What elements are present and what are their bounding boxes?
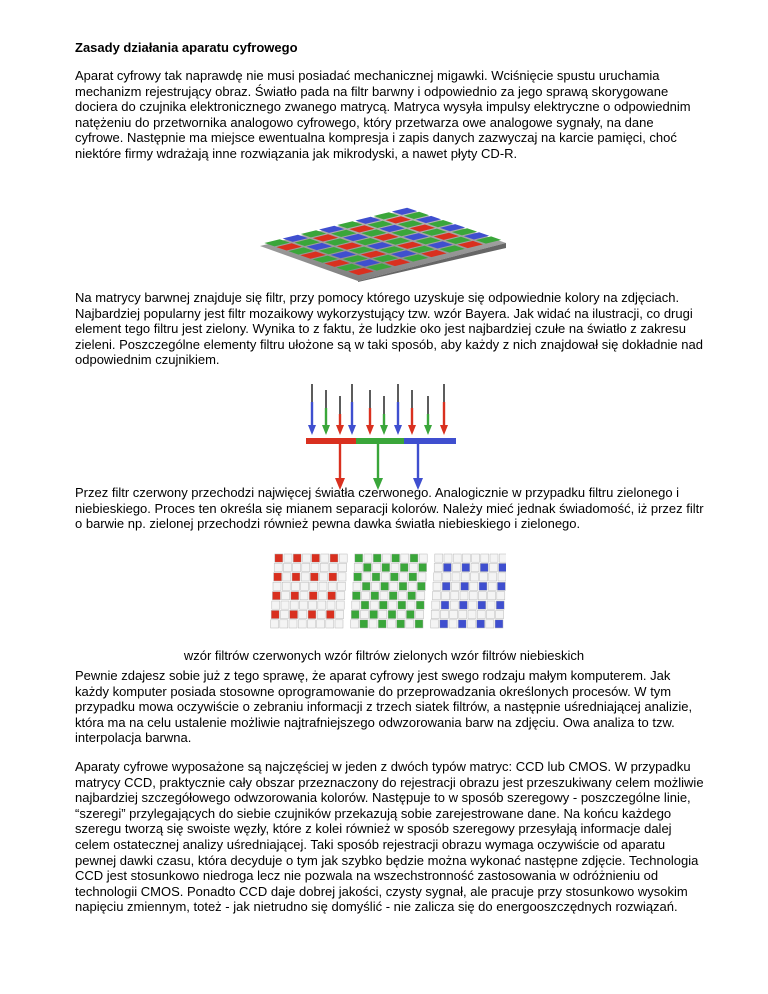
filter-cell — [398, 592, 406, 600]
filter-cell — [301, 573, 309, 581]
filter-cell — [299, 601, 307, 609]
filter-cell — [362, 592, 370, 600]
filter-cell — [320, 573, 328, 581]
filter-cell — [336, 610, 344, 618]
filter-cell — [419, 563, 427, 571]
filter-cell — [281, 601, 289, 609]
filter-cell — [309, 601, 317, 609]
blue-filter-grid — [431, 554, 506, 628]
paragraph-intro: Aparat cyfrowy tak naprawdę nie musi posiadać mechanicznej migawki. Wciśnięcie spustu uruchamia mechanizm rejestrujący obraz. Światło pada na filtr barwny i odpowiednio za jego sprawą skorygowane dociera do czujnika elektronicznego zwanego matrycą. Matryca wysyła impulsy elektryczne o odpowiednim natężeniu do przetwornika analogowo cyfrowego, który przetwarza owe analogowe sygnały, na dane cyfrowe. Następnie ma miejsce ewentualna kompresja i zapis danych zazwyczaj na karcie pamięci, choć niektóre firmy wdrażają inne rozwiązania jak mikrodyski, a nawet płyty CD-R. — [75, 68, 691, 161]
filter-cell — [298, 620, 306, 628]
filter-cell — [417, 582, 425, 590]
paragraph-separation: Przez filtr czerwony przechodzi najwięcej światła czerwonego. Analogicznie w przypadku filtru zielonego i niebieskiego. Proces ten określa się mianem separacji kolorów. Należy mieć jednak świadomość, iż przez filtr o barwie np. zielonej przechodzi również pewna dawka światła niebieskiego i zielonego. — [75, 485, 704, 532]
filter-cell — [380, 592, 388, 600]
filter-cell — [291, 592, 299, 600]
filter-cell — [378, 620, 386, 628]
filter-cell — [320, 563, 328, 571]
filter-cell — [409, 573, 417, 581]
filter-cell — [477, 620, 485, 628]
filter-cell — [360, 610, 368, 618]
filter-cell — [309, 592, 317, 600]
filter-cell — [318, 601, 326, 609]
filter-cell — [381, 582, 389, 590]
filter-cell — [489, 573, 497, 581]
filter-cell — [301, 582, 309, 590]
filter-cell — [352, 601, 360, 609]
filter-cell — [302, 554, 310, 562]
filter-cell — [487, 601, 495, 609]
filter-cell — [398, 601, 406, 609]
filter-cell — [462, 563, 470, 571]
filter-cell — [472, 554, 480, 562]
filter-cell — [328, 582, 336, 590]
arrow-head — [394, 425, 402, 435]
filter-cell — [479, 582, 487, 590]
filter-cell — [337, 582, 345, 590]
filter-cell — [418, 573, 426, 581]
filter-cell — [496, 610, 504, 618]
arrow-head — [322, 425, 330, 435]
arrow-head — [380, 425, 388, 435]
filter-cell — [471, 563, 479, 571]
filter-cell — [390, 573, 398, 581]
filter-cell — [317, 620, 325, 628]
filter-cell — [415, 620, 423, 628]
filter-cell — [370, 610, 378, 618]
filter-cell — [431, 610, 439, 618]
filter-cell — [274, 563, 282, 571]
filter-cell — [416, 601, 424, 609]
arrow-head — [366, 425, 374, 435]
filter-cell — [470, 573, 478, 581]
filter-cell — [280, 610, 288, 618]
filter-cell — [272, 601, 280, 609]
filter-cell — [293, 554, 301, 562]
filter-cell — [351, 620, 359, 628]
filter-cell — [442, 582, 450, 590]
filter-cell — [292, 573, 300, 581]
filter-cell — [271, 620, 279, 628]
filter-cell — [416, 610, 424, 618]
filter-cell — [387, 620, 395, 628]
filter-cell — [498, 573, 506, 581]
filter-cell — [326, 620, 334, 628]
filter-cell — [499, 563, 506, 571]
filter-cell — [354, 563, 362, 571]
arrow-head — [408, 425, 416, 435]
filter-cell — [497, 582, 505, 590]
filter-cell — [389, 592, 397, 600]
filter-cell — [449, 620, 457, 628]
filter-cell — [470, 582, 478, 590]
filter-cell — [339, 554, 347, 562]
filter-cell — [271, 610, 279, 618]
filter-cell — [480, 573, 488, 581]
filter-cell — [408, 582, 416, 590]
filter-cell — [489, 563, 497, 571]
filter-cell — [450, 610, 458, 618]
filter-cell — [461, 573, 469, 581]
filter-cell — [307, 620, 315, 628]
filter-cell — [453, 554, 461, 562]
filter-cell — [443, 573, 451, 581]
filter-cell — [329, 573, 337, 581]
filter-cell — [379, 601, 387, 609]
filter-cell — [360, 620, 368, 628]
filter-cell — [433, 582, 441, 590]
filter-cell — [382, 554, 390, 562]
filter-cell — [450, 601, 458, 609]
filter-cell — [440, 610, 448, 618]
arrow-head — [348, 425, 356, 435]
filter-cell — [488, 582, 496, 590]
filter-cell — [299, 610, 307, 618]
filter-cell — [469, 601, 477, 609]
filter-cell — [382, 563, 390, 571]
filter-cell — [353, 582, 361, 590]
filter-cell — [283, 563, 291, 571]
filter-cell — [410, 554, 418, 562]
filter-cell — [379, 610, 387, 618]
filter-cell — [284, 554, 292, 562]
filter-cell — [274, 573, 282, 581]
filter-cell — [319, 582, 327, 590]
filter-cell — [381, 573, 389, 581]
filter-cell — [275, 554, 283, 562]
filter-cell — [399, 582, 407, 590]
filter-cell — [406, 620, 414, 628]
filter-cell — [481, 554, 489, 562]
filter-cell — [406, 610, 414, 618]
filter-cell — [490, 554, 498, 562]
filter-cell — [310, 582, 318, 590]
filter-cell — [312, 554, 320, 562]
filter-cell — [459, 610, 467, 618]
filter-cell — [432, 592, 440, 600]
color-separation-illustration — [300, 380, 460, 492]
arrow-head — [424, 425, 432, 435]
filter-cell — [364, 554, 372, 562]
filter-grids-illustration — [268, 550, 506, 632]
filter-cell — [400, 563, 408, 571]
filter-cell — [467, 620, 475, 628]
filter-cell — [321, 554, 329, 562]
filter-cell — [273, 582, 281, 590]
filter-cell — [290, 601, 298, 609]
filter-cell — [460, 592, 468, 600]
filter-cell — [361, 601, 369, 609]
figure-caption: wzór filtrów czerwonych wzór filtrów zielonych wzór filtrów niebieskich — [183, 648, 585, 663]
filter-cell — [352, 592, 360, 600]
filter-cell — [480, 563, 488, 571]
filter-cell — [336, 601, 344, 609]
filter-cell — [468, 610, 476, 618]
filter-cell — [409, 563, 417, 571]
filter-cell — [442, 592, 450, 600]
filter-cell — [280, 620, 288, 628]
filter-cell — [496, 601, 504, 609]
filter-cell — [453, 563, 461, 571]
filter-cell — [390, 582, 398, 590]
filter-cell — [311, 563, 319, 571]
filter-cell — [419, 554, 427, 562]
filter-cell — [452, 573, 460, 581]
paragraph-interpolation: Pewnie zdajesz sobie już z tego sprawę, że aparat cyfrowy jest swego rodzaju małym komputerem. Jak każdy komputer posiada stosowne oprogramowanie do przeprowadzania określonych procesów. W tym przypadku mowa oczywiście o zebraniu informacji z trzech siatek filtrów, a następnie uśredniającej analizie, która ma na celu ustalenie możliwie najtrafniejszego odwzorowania barw na zdjęciu. Owa analiza to tzw. interpolacja barwna. — [75, 668, 693, 746]
filter-cell — [477, 610, 485, 618]
filter-cell — [328, 592, 336, 600]
filter-cell — [444, 554, 452, 562]
filter-cell — [354, 573, 362, 581]
filter-cell — [478, 592, 486, 600]
red-filter-grid — [271, 554, 348, 628]
filter-cell — [499, 554, 506, 562]
filter-cell — [443, 563, 451, 571]
filter-cell — [369, 620, 377, 628]
filter-cell — [434, 573, 442, 581]
document-title: Zasady działania aparatu cyfrowego — [75, 40, 298, 55]
filter-cell — [451, 592, 459, 600]
filter-cell — [338, 573, 346, 581]
filter-cell — [495, 620, 503, 628]
filter-cell — [389, 601, 397, 609]
filter-cell — [327, 601, 335, 609]
filter-cell — [293, 563, 301, 571]
filter-cell — [326, 610, 334, 618]
filter-cell — [431, 620, 439, 628]
filter-cell — [397, 610, 405, 618]
filter-cell — [371, 582, 379, 590]
paragraph-ccd-cmos: Aparaty cyfrowe wyposażone są najczęściej w jeden z dwóch typów matryc: CCD lub CMOS. W przypadku matrycy CCD, praktycznie cały obszar przeznaczony do rejestracji obrazu jest przeszukiwany celem możliwie najbardziej szczegółowego odwzorowania kolorów. Następuje to w sposób szeregowy - poszczególne linie, “szeregi” przylegających do siebie czujników przekazują sobie zarejestrowane dane. Na końcu każdego szeregu tworzą się swoiste węzły, które z kolei również w sposób szeregowy przesyłają informacje dalej celem ostatecznej analizy uśredniającej. Taki sposób rejestracji obrazu wymaga oczywiście od aparatu pewnej dawki czasu, która decyduje o tym jak szybko będzie można wykonać następne zdjęcie. Technologia CCD jest stosunkowo niedroga lecz nie pozwala na wszechstronność zastosowania w odróżnieniu od technologii CMOS. Ponadto CCD daje dobrej jakości, czysty sygnał, ale pracuje przy stosunkowo wysokim napięciu zmiennym, toteż - jak nietrudno się domyślić - nie zalicza się do energooszczędnych rozwiązań. — [75, 759, 704, 915]
filter-cell — [282, 592, 290, 600]
filter-cell — [308, 610, 316, 618]
filter-cell — [441, 601, 449, 609]
filter-cell — [337, 592, 345, 600]
filter-cell — [317, 610, 325, 618]
filter-cell — [283, 573, 291, 581]
filter-cell — [282, 582, 290, 590]
filter-cell — [335, 620, 343, 628]
filter-cell — [363, 563, 371, 571]
filter-cell — [329, 563, 337, 571]
filter-cell — [290, 610, 298, 618]
filter-cell — [486, 620, 494, 628]
filter-cell — [434, 563, 442, 571]
filter-cell — [461, 582, 469, 590]
filter-cell — [486, 610, 494, 618]
filter-cell — [392, 554, 400, 562]
filter-cell — [291, 582, 299, 590]
filter-cell — [401, 554, 409, 562]
filter-cell — [372, 573, 380, 581]
filter-cell — [451, 582, 459, 590]
filter-cell — [391, 563, 399, 571]
filter-cell — [397, 620, 405, 628]
filter-cell — [355, 554, 363, 562]
paragraph-bayer: Na matrycy barwnej znajduje się filtr, przy pomocy którego uzyskuje się odpowiednie kolory na zdjęciach. Najbardziej popularny jest filtr mozaikowy wykorzystujący tzw. wzór Bayera. Jak widać na ilustracji, co drugi element tego filtru jest zielony. Wynika to z faktu, że ludzkie oko jest najbardziej czułe na światło z zakresu zieleni. Poszczególne elementy filtru ułożone są w taki sposób, aby każdy z nich znajdował się dokładnie nad odpowiednim czujnikiem. — [75, 290, 703, 368]
filter-cell — [408, 592, 416, 600]
filter-cell — [370, 601, 378, 609]
filter-cell — [351, 610, 359, 618]
filter-cell — [371, 592, 379, 600]
filter-cell — [363, 573, 371, 581]
bayer-filter-illustration — [258, 205, 508, 282]
filter-cell — [417, 592, 425, 600]
filter-cell — [302, 563, 310, 571]
filter-cell — [373, 563, 381, 571]
filter-cell — [432, 601, 440, 609]
filter-cell — [373, 554, 381, 562]
filter-cell — [400, 573, 408, 581]
filter-cell — [458, 620, 466, 628]
filter-cell — [478, 601, 486, 609]
filter-cell — [497, 592, 505, 600]
filter-cell — [289, 620, 297, 628]
filter-cell — [318, 592, 326, 600]
filter-cell — [488, 592, 496, 600]
filter-cell — [459, 601, 467, 609]
filter-cell — [407, 601, 415, 609]
filter-cell — [272, 592, 280, 600]
filter-cell — [469, 592, 477, 600]
filter-cell — [330, 554, 338, 562]
arrow-head — [336, 425, 344, 435]
filter-cell — [362, 582, 370, 590]
green-filter-grid — [351, 554, 428, 628]
filter-cell — [339, 563, 347, 571]
arrow-head — [308, 425, 316, 435]
filter-cell — [435, 554, 443, 562]
filter-cell — [388, 610, 396, 618]
filter-cell — [462, 554, 470, 562]
filter-cell — [310, 573, 318, 581]
filter-cell — [300, 592, 308, 600]
filter-cell — [440, 620, 448, 628]
arrow-head — [440, 425, 448, 435]
